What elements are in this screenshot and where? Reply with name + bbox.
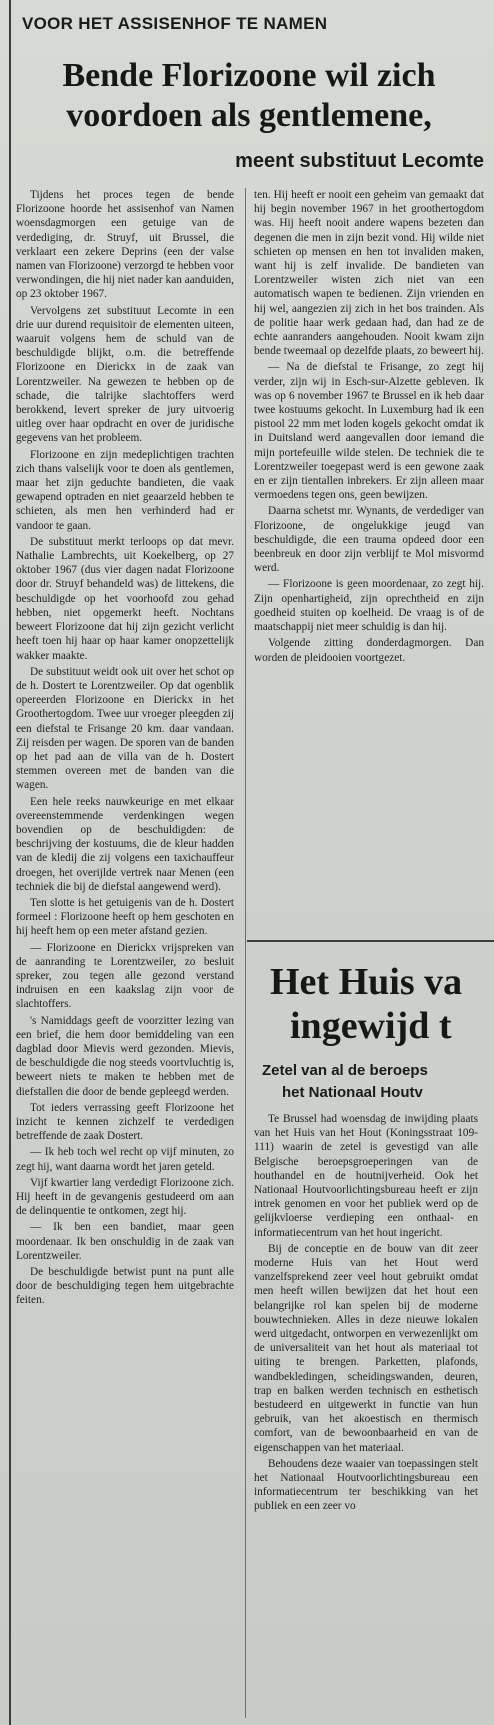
paragraph: Vijf kwartier lang verdedigt Florizoone zich. Hij heeft in de gevangenis gestudeerd om aan de delinquentie te ontkomen, zegt hij. — [16, 1176, 234, 1218]
paragraph: Vervolgens zet substituut Lecomte in een drie uur durend requisitoir de elementen uiteen, waaruit volgens hem de schuld van de beschuldigde blijkt, o.m. die betreffende Florizoone en Dierickx in de zaak van Lorentzweiler. Na gewezen te hebben op de schade, die talrijke slachtoffers werd berokkend, levert spreker de jury uitvoerig uitleg over haar opdracht en over de juridische gegevens van het probleem. — [16, 304, 234, 445]
subhead-line: Zetel van al de beroeps — [262, 1062, 428, 1079]
paragraph: Daarna schetst mr. Wynants, de verdediger van Florizoone, de ongelukkige jeugd van beschuldigde, die een trauma opdeed door een beenbreuk en door zijn verblijf te Mol misvormd werd. — [254, 505, 484, 575]
paragraph: — Na de diefstal te Frisange, zo zegt hij verder, zijn wij in Esch-sur-Alzette gebleven. Ik was op 6 november 1967 te Brussel en ik heb daar twee kostuums gekocht. In Luxemburg had ik een pistool 22 mm met loden kogels gekocht omdat ik in Duitsland werd aangevallen door iemand die mijn portefeuille wilde stelen. De techniek die te Lorentzweiler toegepast werd is een gewone zaak en er zijn tientallen inbrekers. Er zijn alleen maar vermoedens tegen ons, geen bewijzen. — [254, 361, 484, 502]
paragraph: De substituut merkt terloops op dat mevr. Nathalie Lambrechts, uit Koekelberg, op 27 oktober 1967 (dus vier dagen nadat Florizoone door dr. Struyf behandeld was) de littekens, die beschuldigde op het voorhoofd zou gehad hebben, niet opgemerkt heeft. Nochtans beweert Florizoone dat hij zijn gezicht verlicht heeft toen hij haar op haar kamer onopzettelijk wakker maakte. — [16, 535, 234, 662]
subhead-line: het Nationaal Houtv — [282, 1084, 423, 1101]
paragraph: Ten slotte is het getuigenis van de h. Dostert formeel : Florizoone heeft op hem geschoten en hij heeft hem op een meter afstand gezien. — [16, 896, 234, 938]
second-article-headline — [270, 960, 494, 1048]
article-kicker: VOOR HET ASSISENHOF TE NAMEN — [22, 14, 328, 33]
paragraph: Bij de conceptie en de bouw van dit zeer moderne Huis van het Hout werd vanzelfsprekend zeer veel hout gebruikt omdat men heeft willen bewijzen dat het hout een belangrijke rol kan spelen bij de moderne bouwtechnieken. Alles in deze nieuwe lokalen werd uitgedacht, ontworpen en verwezenlijkt om de universaliteit van het hout als materiaal tot uiting te brengen. Parketten, plafonds, wandbekledingen, scheidingswanden, deuren, trap en balken werden technisch en esthetisch bestudeerd en uitgewerkt in functie van hun gebruik, van het akoestisch en thermisch comfort, van de bewoonbaarheid en van de eigenschappen van het materiaal. — [254, 1242, 478, 1454]
paragraph: — Ik heb toch wel recht op vijf minuten, zo zegt hij, want daarna wordt het jaren geteld. — [16, 1146, 234, 1173]
paragraph: Tijdens het proces tegen de bende Florizoone hoorde het assisenhof van Namen woensdagmorgen een getuige van de verdediging, dr. Struyf, uit Brussel, die verklaart een zekere Deprins (een der valse namen van Florizoone) verzorgd te hebben voor verwondingen, die hij niet nader kan aanduiden, op 23 oktober 1967. — [16, 189, 234, 301]
paragraph: — Ik ben een bandiet, maar geen moordenaar. Ik ben onschuldig in de zaak van Lorentzweiler. — [16, 1221, 234, 1262]
paragraph: Volgende zitting donderdagmorgen. Dan worden de pleidooien voortgezet. — [254, 637, 484, 664]
paragraph: 's Namiddags geeft de voorzitter lezing van een brief, die hem door bemiddeling van een dagblad door Mievis werd gezonden. Mievis, de beschuldigde die nog steeds voortvluchtig is, beweert niets te maken te hebben met de diefstallen die door de bende gepleegd werden. — [16, 1014, 234, 1098]
headline-line: ingewijd t — [290, 1005, 452, 1047]
headline-line: Bende Florizoone wil zich — [62, 57, 436, 94]
paragraph: Behoudens deze waaier van toepassingen stelt het Nationaal Houtvoorlichtingsbureau een informatiecentrum ter beschikking van het publiek en een zeer vo — [254, 1457, 478, 1513]
paragraph: Een hele reeks nauwkeurige en met elkaar overeenstemmende verdenkingen wegen bovendien op de beschuldigden: de beschrijving der kostuums, die de kleur hadden van de kledij die zij volgens een taxichauffeur droegen, het overijlde vertrek naar Menen (een techniek die bij de diefstal aangewend werd). — [16, 795, 234, 893]
article-subhead: meent substituut Lecomte — [235, 150, 484, 172]
paragraph: ten. Hij heeft er nooit een geheim van gemaakt dat hij begin november 1967 in het groothertogdom was. Hij heeft nooit andere wapens bezeten dan degenen die men in zijn bezit vond. Hij wilde niet schieten op mensen en hen tot invaliden maken, want hij is zelf invalide. De bandieten van Lorentzweiler wisten zich niet van een automatisch wapen te bedienen. Zijn vrienden en hij wel, aangezien zij zich in het bos trainden. Als de politie haar werk gedaan had, dan had ze de echte aanranders aangehouden. Nooit kwam zijn bende tweemaal op dezelfde plaats, zo beweert hij. — [254, 189, 484, 358]
paragraph: Te Brussel had woensdag de inwijding plaats van het Huis van het Hout (Koningsstraat 109-111) waarin de zetel is gevestigd van alle Belgische beroepsgroeperingen van de houthandel en de houtnijverheid. Ook het Nationaal Houtvoorlichtingsbureau heeft er zijn intrek genomen en voor het publiek werd op de gelijkvloerse verdieping een onthaal- en informatiecentrum van het hout ingericht. — [254, 1113, 478, 1239]
paragraph: De substituut weidt ook uit over het schot op de h. Dostert te Lorentzweiler. Op dat ogenblik opereerden Florizoone en Dierickx in het Groothertogdom. Twee uur vroeger pleegden zij een diefstal te Frisange 20 km. daar vandaan. Zij reisden per wagen. De sporen van de banden op het pad aan de villa van de h. Dostert stemmen overeen met de banden van die wagen. — [16, 665, 235, 792]
paragraph: — Florizoone en Dierickx vrijspreken van de aanranding te Lorentzweiler, zo besluit spreker, zou tegen alle gezond verstand indruisen en een kaakslag zijn voor de slachtoffers. — [16, 941, 234, 1011]
article-column-2 — [254, 188, 484, 667]
paragraph: Tot ieders verrassing geeft Florizoone het inzicht te kennen zichzelf te verdedigen betreffende de zaak Dostert. — [16, 1101, 234, 1143]
article-box-border — [247, 940, 494, 942]
article-headline — [18, 56, 480, 136]
paragraph: — Florizoone is geen moordenaar, zo zegt hij. Zijn openhartigheid, zijn oprechtheid en zijn goedheid stuiten op koelheid. De vraag is of de maatschappij niet meer schuldig is dan hij. — [254, 578, 484, 634]
paragraph: Florizoone en zijn medeplichtigen trachten zich thans valselijk voor te doen als gentlemen, maar het zijn geduchte bandieten, die vaak gewapend optraden en niet geaarzeld hebben te schieten, als men hen verhinderd had er vandoor te gaan. — [16, 448, 234, 532]
headline-line: Het Huis va — [270, 961, 463, 1003]
column-divider — [245, 188, 246, 1718]
headline-line: voordoen als gentlemene, — [66, 97, 432, 134]
column-rule — [9, 0, 11, 1725]
paragraph: De beschuldigde betwist punt na punt alle door de beschuldiging tegen hem uitgebrachte feiten. — [16, 1266, 234, 1307]
article-column-1 — [16, 188, 234, 1310]
second-article-body — [254, 1112, 478, 1516]
second-article-subhead — [262, 1060, 494, 1104]
